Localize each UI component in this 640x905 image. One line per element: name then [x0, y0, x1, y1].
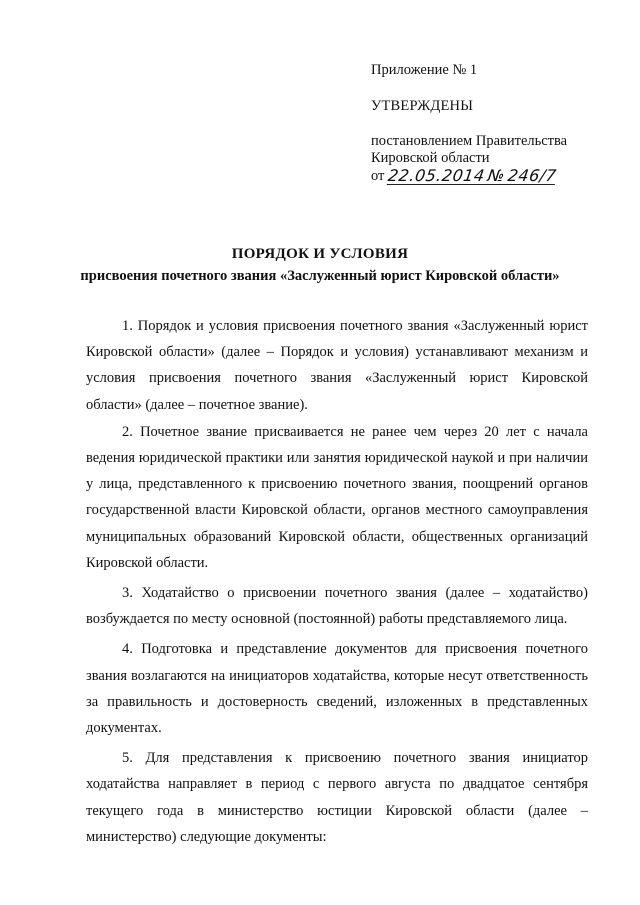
date-prefix: от [371, 168, 385, 184]
document-subtitle: присвоения почетного звания «Заслуженный юрист Кировской области» [80, 268, 560, 284]
resolution-date-line [371, 167, 621, 185]
paragraph-2: 2. Почетное звание присваивается не ранее чем через 20 лет с начала ведения юридической практики или занятия юридической наукой и при наличии у лица, представленного к присвоению почетного звания, поощрений органов государственной власти Кировской области, органов местного самоуправления муниципальных образований Кировской области, общественных организаций Кировской области. [86, 423, 588, 571]
paragraph-5: 5. Для представления к присвоению почетного звания инициатор ходатайства направляет в период с первого августа по двадцатое сентября текущего года в министерство юстиции Кировской области (далее – министерство) следующие документы: [86, 750, 588, 845]
appendix-label: Приложение № 1 [371, 62, 478, 78]
paragraph-3: 3. Ходатайство о присвоении почетного звания (далее – ходатайство) возбуждается по месту основной (постоянной) работы представляемого лица. [86, 585, 588, 628]
document-body [86, 313, 588, 850]
document-title: ПОРЯДОК И УСЛОВИЯ [231, 246, 409, 262]
resolution-line-2: Кировской области [371, 150, 490, 166]
paragraph-1: 1. Порядок и условия присвоения почетного звания «Заслуженный юрист Кировской области» (далее – Порядок и условия) устанавливают механизм и условия присвоения почетного звания «Заслуженный юрист Кировской области» (далее – почетное звание). [86, 318, 588, 413]
approval-header [371, 62, 621, 185]
handwritten-date: 22.05.2014 [387, 166, 487, 185]
handwritten-number-sign: № [486, 166, 507, 185]
paragraph-4: 4. Подготовка и представление документов для присвоения почетного звания возлагаются на инициаторов ходатайства, которые несут ответственность за правильность и достоверность сведений, изложенных в представленных документах. [86, 641, 588, 737]
handwritten-number: 246/7 [506, 166, 559, 185]
resolution-line-1: постановлением Правительства [371, 133, 568, 149]
handwritten-date-number [387, 168, 558, 185]
approved-label: УТВЕРЖДЕНЫ [371, 98, 474, 114]
